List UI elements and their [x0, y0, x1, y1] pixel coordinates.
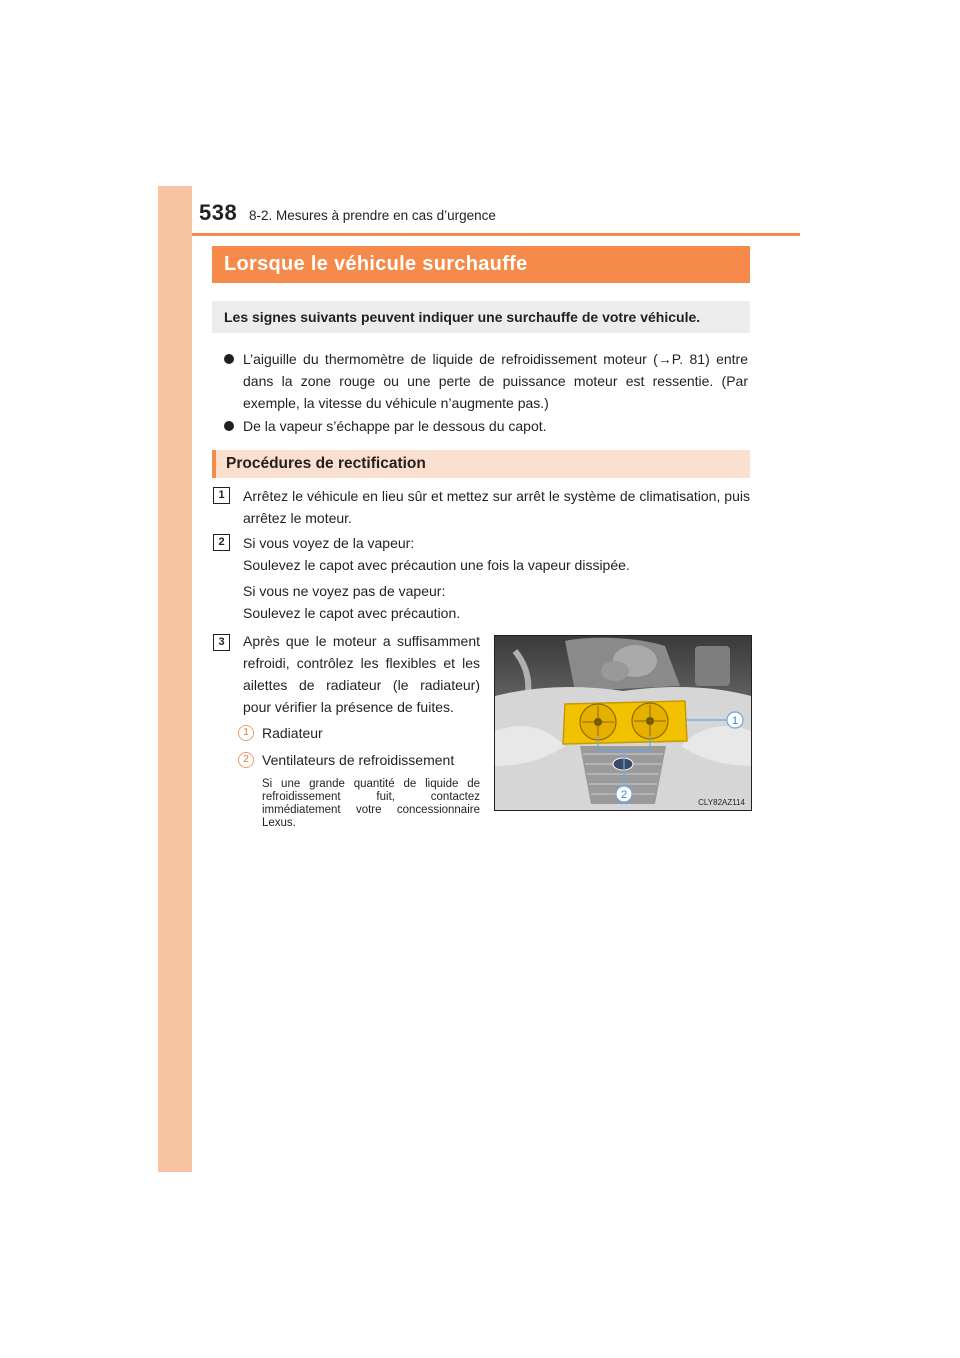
- bullet-icon: [224, 421, 234, 431]
- callout-2-label: 2: [620, 789, 628, 801]
- step-number-badge: 2: [213, 534, 230, 551]
- figure-code: CLY82AZ114: [698, 798, 745, 807]
- legend-label-radiator: Radiateur: [262, 725, 323, 741]
- page-side-tab: [158, 186, 192, 1172]
- warning-note: Si une grande quantité de liquide de refroidissement fuit, contactez immédiatement votre concessionnaire Lexus.: [262, 778, 480, 829]
- step-condition: Si vous voyez de la vapeur:: [243, 535, 415, 551]
- header-divider: [192, 233, 800, 236]
- bullet-icon: [224, 354, 234, 364]
- step-number-badge: 1: [213, 487, 230, 504]
- procedures-title: Procédures de rectification: [212, 450, 750, 478]
- engine-bay-illustration: [495, 636, 751, 810]
- chapter-header: 8-2. Mesures à prendre en cas d’urgence: [249, 208, 496, 223]
- step-action: Soulevez le capot avec précaution.: [243, 605, 461, 621]
- step-condition: Si vous ne voyez pas de vapeur:: [243, 583, 446, 599]
- sign-text: De la vapeur s’échappe par le dessous du capot.: [243, 418, 547, 434]
- page-number: 538: [199, 200, 238, 225]
- step-text: Après que le moteur a suffisamment refroidi, contrôlez les flexibles et les ailettes de radiateur (le radiateur) pour vérifier la présence de fuites.: [243, 633, 480, 715]
- step-text: Arrêtez le véhicule en lieu sûr et mettez sur arrêt le système de climatisation, puis arrêtez le moteur.: [243, 488, 750, 526]
- step-number-badge: 3: [213, 634, 230, 651]
- legend-label-fans: Ventilateurs de refroidissement: [262, 752, 455, 768]
- legend-number-2: 2: [238, 752, 254, 768]
- callout-1-label: 1: [731, 715, 739, 727]
- engine-bay-figure: [494, 635, 752, 811]
- intro-text: Les signes suivants peuvent indiquer une surchauffe de votre véhicule.: [212, 301, 750, 333]
- step-action: Soulevez le capot avec précaution une fois la vapeur dissipée.: [243, 557, 630, 573]
- section-title: Lorsque le véhicule surchauffe: [212, 246, 750, 283]
- legend-number-1: 1: [238, 725, 254, 741]
- sign-text: L’aiguille du thermomètre de liquide de refroidissement moteur (→P. 81) entre dans la zone rouge ou une perte de puissance moteur est ressentie. (Par exemple, la vitesse du véhicule n’augmente pas.): [243, 351, 748, 411]
